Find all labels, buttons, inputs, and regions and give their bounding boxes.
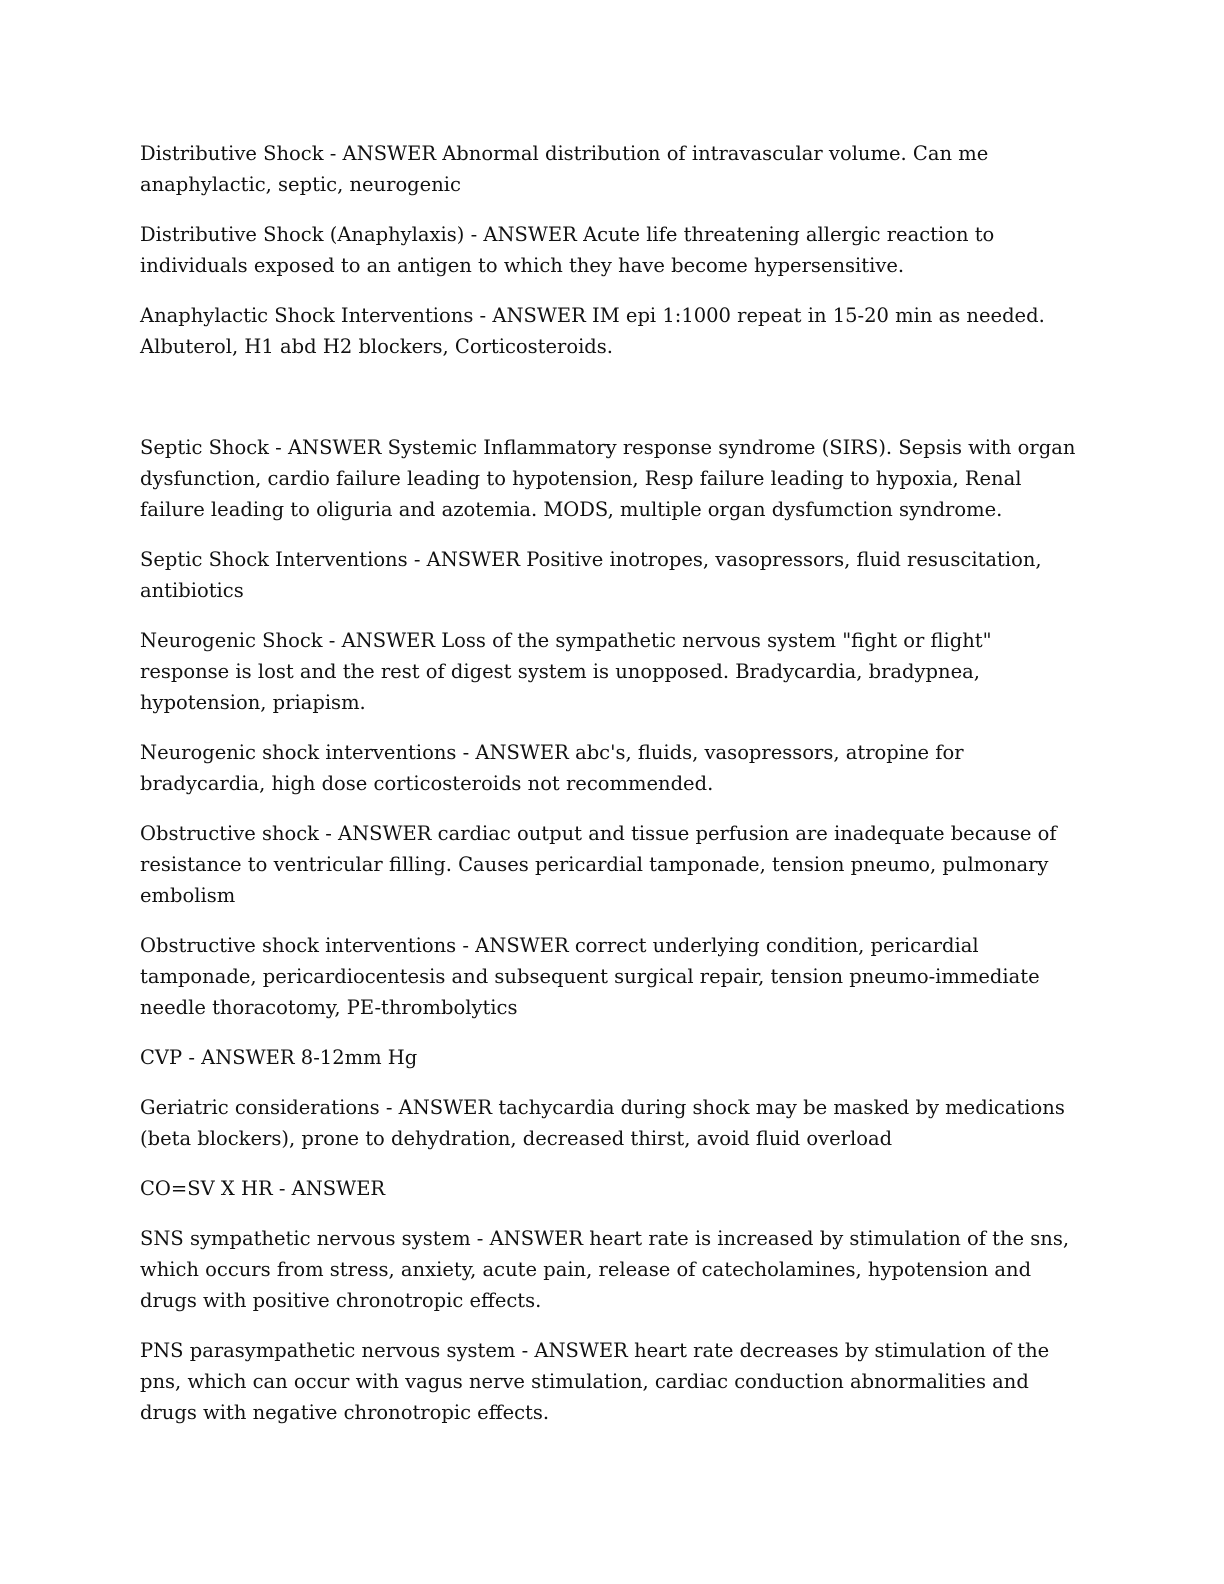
answer-keyword: ANSWER xyxy=(475,741,569,764)
entry-separator: - xyxy=(322,629,342,652)
entry-definition: tachycardia during shock may be masked by medications (beta blockers), prone to dehydration, decreased thirst, avoid fluid overload xyxy=(140,1096,1072,1150)
entry-separator: - xyxy=(464,223,484,246)
entry-term: Neurogenic Shock xyxy=(140,629,323,652)
flashcard-entry xyxy=(140,930,1080,1023)
flashcard-entry xyxy=(140,138,1080,200)
answer-keyword: ANSWER xyxy=(426,548,521,571)
entry-term: Distributive Shock xyxy=(140,142,324,165)
answer-keyword: ANSWER xyxy=(398,1096,493,1119)
entry-separator: - xyxy=(323,142,343,165)
answer-keyword: ANSWER xyxy=(287,436,382,459)
entry-separator: - xyxy=(182,1046,202,1069)
answer-keyword: ANSWER xyxy=(489,1227,584,1250)
flashcard-entry xyxy=(140,300,1080,362)
entry-term: Geriatric considerations xyxy=(140,1096,380,1119)
entry-term: Obstructive shock interventions xyxy=(140,934,457,957)
entry-separator: - xyxy=(407,548,427,571)
entry-separator: - xyxy=(473,304,493,327)
document-page xyxy=(140,138,1080,1447)
entry-term: Obstructive shock xyxy=(140,822,319,845)
answer-keyword: ANSWER xyxy=(475,934,569,957)
entry-definition: Systemic Inflammatory response syndrome (SIRS). Sepsis with organ dysfunction, cardio failure leading to hypotension, Resp failure leading to hypoxia, Renal failure leading to oliguria and azotemia. MODS, multiple organ dysfumction syndrome. xyxy=(140,436,1082,521)
entry-separator: - xyxy=(319,822,338,845)
entry-separator: - xyxy=(470,1227,490,1250)
answer-keyword: ANSWER xyxy=(201,1046,295,1069)
entry-definition: Loss of the sympathetic nervous system "fight or flight" response is lost and the rest of digest system is unopposed. Bradycardia, bradypnea, hypotension, priapism. xyxy=(140,629,998,714)
entry-definition: Abnormal distribution of intravascular volume. Can me anaphylactic, septic, neurogenic xyxy=(140,142,995,196)
flashcard-entry xyxy=(140,1223,1080,1316)
entry-definition: 8-12mm Hg xyxy=(300,1046,418,1069)
entry-separator: - xyxy=(456,741,476,764)
entry-term: SNS sympathetic nervous system xyxy=(140,1227,471,1250)
entry-term: Septic Shock Interventions xyxy=(140,548,408,571)
entry-term: Distributive Shock (Anaphylaxis) xyxy=(140,223,465,246)
flashcard-entry xyxy=(140,544,1080,606)
entry-term: Septic Shock xyxy=(140,436,269,459)
answer-keyword: ANSWER xyxy=(341,629,436,652)
entry-separator: - xyxy=(515,1339,535,1362)
entry-definition: heart rate decreases by stimulation of the pns, which can occur with vagus nerve stimulation, cardiac conduction abnormalities and drugs with negative chronotropic effects. xyxy=(140,1339,1056,1424)
answer-keyword: ANSWER xyxy=(492,304,586,327)
flashcard-entry xyxy=(140,432,1080,525)
flashcard-entry xyxy=(140,625,1080,718)
entry-definition: Positive inotropes, vasopressors, fluid resuscitation, antibiotics xyxy=(140,548,1048,602)
entry-term: Anaphylactic Shock Interventions xyxy=(140,304,474,327)
flashcard-entry xyxy=(140,1335,1080,1428)
answer-keyword: ANSWER xyxy=(342,142,437,165)
flashcard-entry xyxy=(140,1173,1080,1204)
flashcard-entry xyxy=(140,1092,1080,1154)
entry-definition: correct underlying condition, pericardial tamponade, pericardiocentesis and subsequent surgical repair, tension pneumo-immediate needle thoracotomy, PE-thrombolytics xyxy=(140,934,1046,1019)
flashcard-entry xyxy=(140,818,1080,911)
entry-term: PNS parasympathetic nervous system xyxy=(140,1339,516,1362)
entry-separator: - xyxy=(456,934,476,957)
answer-keyword: ANSWER xyxy=(483,223,577,246)
entry-definition: IM epi 1:1000 repeat in 15-20 min as needed. Albuterol, H1 abd H2 blockers, Corticosteroids. xyxy=(140,304,1051,358)
entry-separator: - xyxy=(268,436,288,459)
flashcard-entry xyxy=(140,737,1080,799)
entry-definition: abc's, fluids, vasopressors, atropine for bradycardia, high dose corticosteroids not recommended. xyxy=(140,741,970,795)
flashcard-entry xyxy=(140,219,1080,281)
answer-keyword: ANSWER xyxy=(291,1177,386,1200)
entry-term: CVP xyxy=(140,1046,183,1069)
flashcard-entry xyxy=(140,1042,1080,1073)
answer-keyword: ANSWER xyxy=(534,1339,628,1362)
entry-separator: - xyxy=(272,1177,292,1200)
entry-definition: heart rate is increased by stimulation of the sns, which occurs from stress, anxiety, acute pain, release of catecholamines, hypotension and drugs with positive chronotropic effects. xyxy=(140,1227,1076,1312)
entry-definition: Acute life threatening allergic reaction to individuals exposed to an antigen to which they have become hypersensitive. xyxy=(140,223,1001,277)
entry-separator: - xyxy=(379,1096,399,1119)
entry-definition: cardiac output and tissue perfusion are inadequate because of resistance to ventricular filling. Causes pericardial tamponade, tension pneumo, pulmonary embolism xyxy=(140,822,1063,907)
entry-term: CO=SV X HR xyxy=(140,1177,273,1200)
answer-keyword: ANSWER xyxy=(338,822,432,845)
entry-term: Neurogenic shock interventions xyxy=(140,741,457,764)
